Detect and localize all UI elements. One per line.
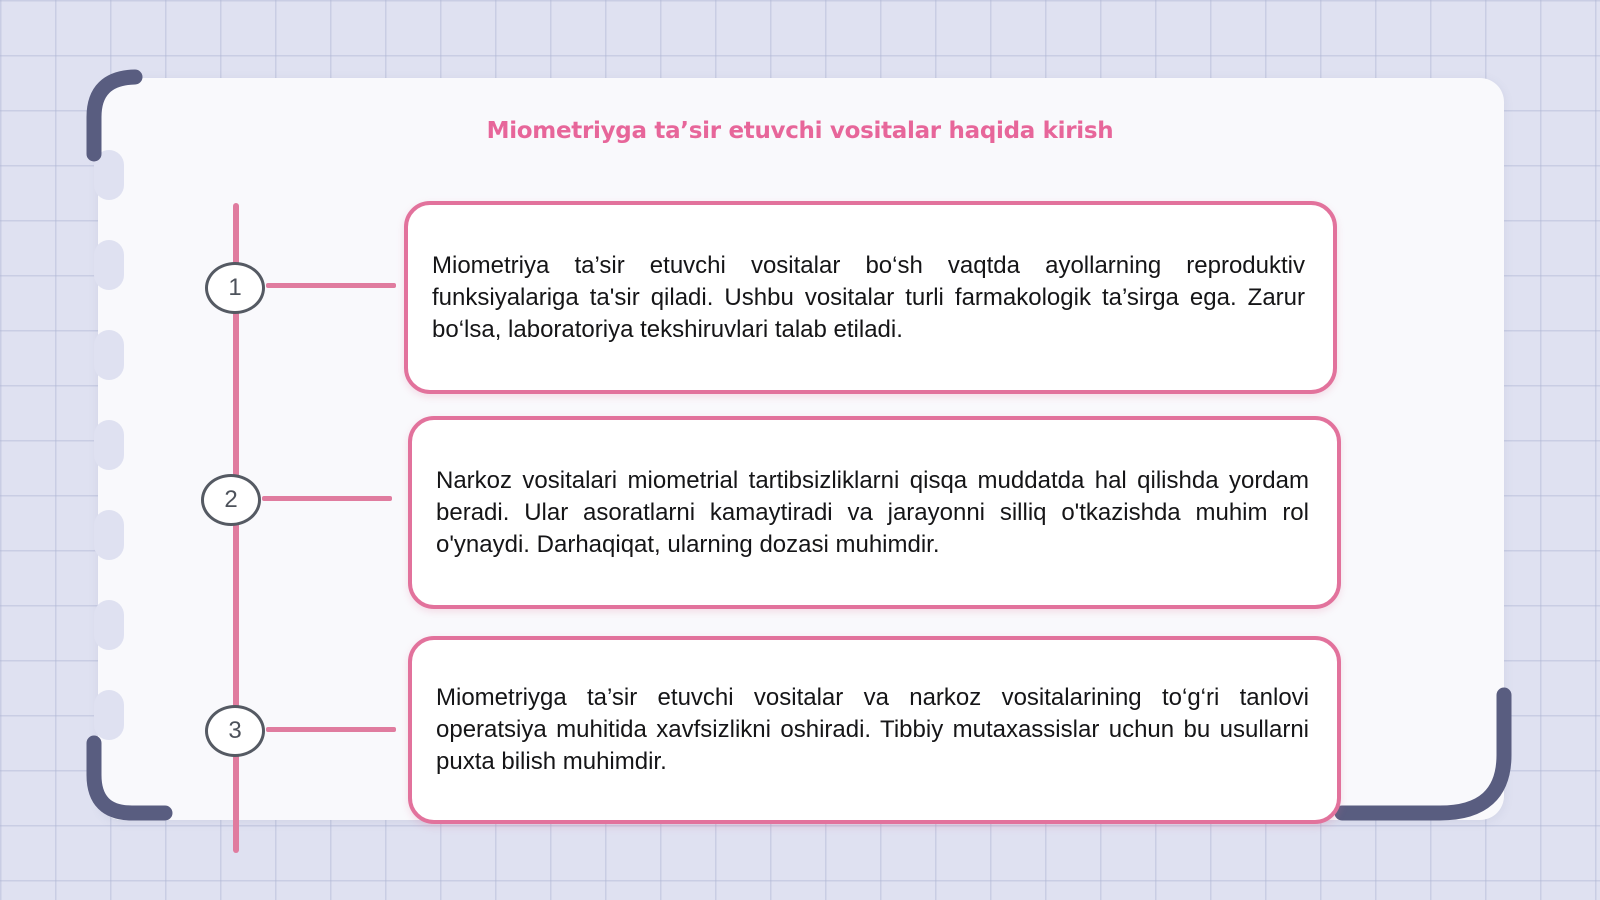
- paper-notch: [94, 510, 124, 560]
- step-number-2: 2: [201, 474, 261, 526]
- paper-notch: [94, 690, 124, 740]
- timeline-connector: [266, 727, 396, 732]
- paper-notch: [94, 330, 124, 380]
- timeline-connector: [262, 496, 392, 501]
- corner-bracket-bottom-right: [1330, 685, 1520, 830]
- timeline-connector: [266, 283, 396, 288]
- step-card-text: Miometriyga ta’sir etuvchi vositalar va narkoz vositalarining to‘g‘ri tanlovi operatsiya muhitida xavfsizlikni oshiradi. Tibbiy mutaxassislar uchun bu usullarni puxta bilish muhimdir.: [436, 684, 1309, 775]
- step-card-text: Narkoz vositalari miometrial tartibsizliklarni qisqa muddatda hal qilishda yordam beradi. Ular asoratlarni kamaytiradi va jarayonni silliq o'tkazishda muhim rol o'ynaydi. Darhaqiqat, ularning dozasi muhimdir.: [436, 466, 1309, 558]
- step-card-text: Miometriya ta’sir etuvchi vositalar bo‘sh vaqtda ayollarning reproduktiv funksiyalariga ta'sir qiladi. Ushbu vositalar turli farmakologik ta’sirga ega. Zarur bo‘lsa, laboratoriya tekshiruvlari talab etiladi.: [432, 251, 1305, 343]
- paper-notch: [94, 240, 124, 290]
- step-card-2: [408, 416, 1341, 609]
- step-card-1: [404, 201, 1337, 394]
- step-number-3: 3: [205, 705, 265, 757]
- paper-notch: [94, 600, 124, 650]
- step-number-1: 1: [205, 262, 265, 314]
- slide-title: Miometriyga ta’sir etuvchi vositalar haqida kirish: [486, 118, 1114, 144]
- paper-notch: [94, 420, 124, 470]
- step-card-3: [408, 636, 1341, 824]
- corner-bracket-top-left: [80, 62, 160, 172]
- corner-bracket-bottom-left: [80, 735, 180, 830]
